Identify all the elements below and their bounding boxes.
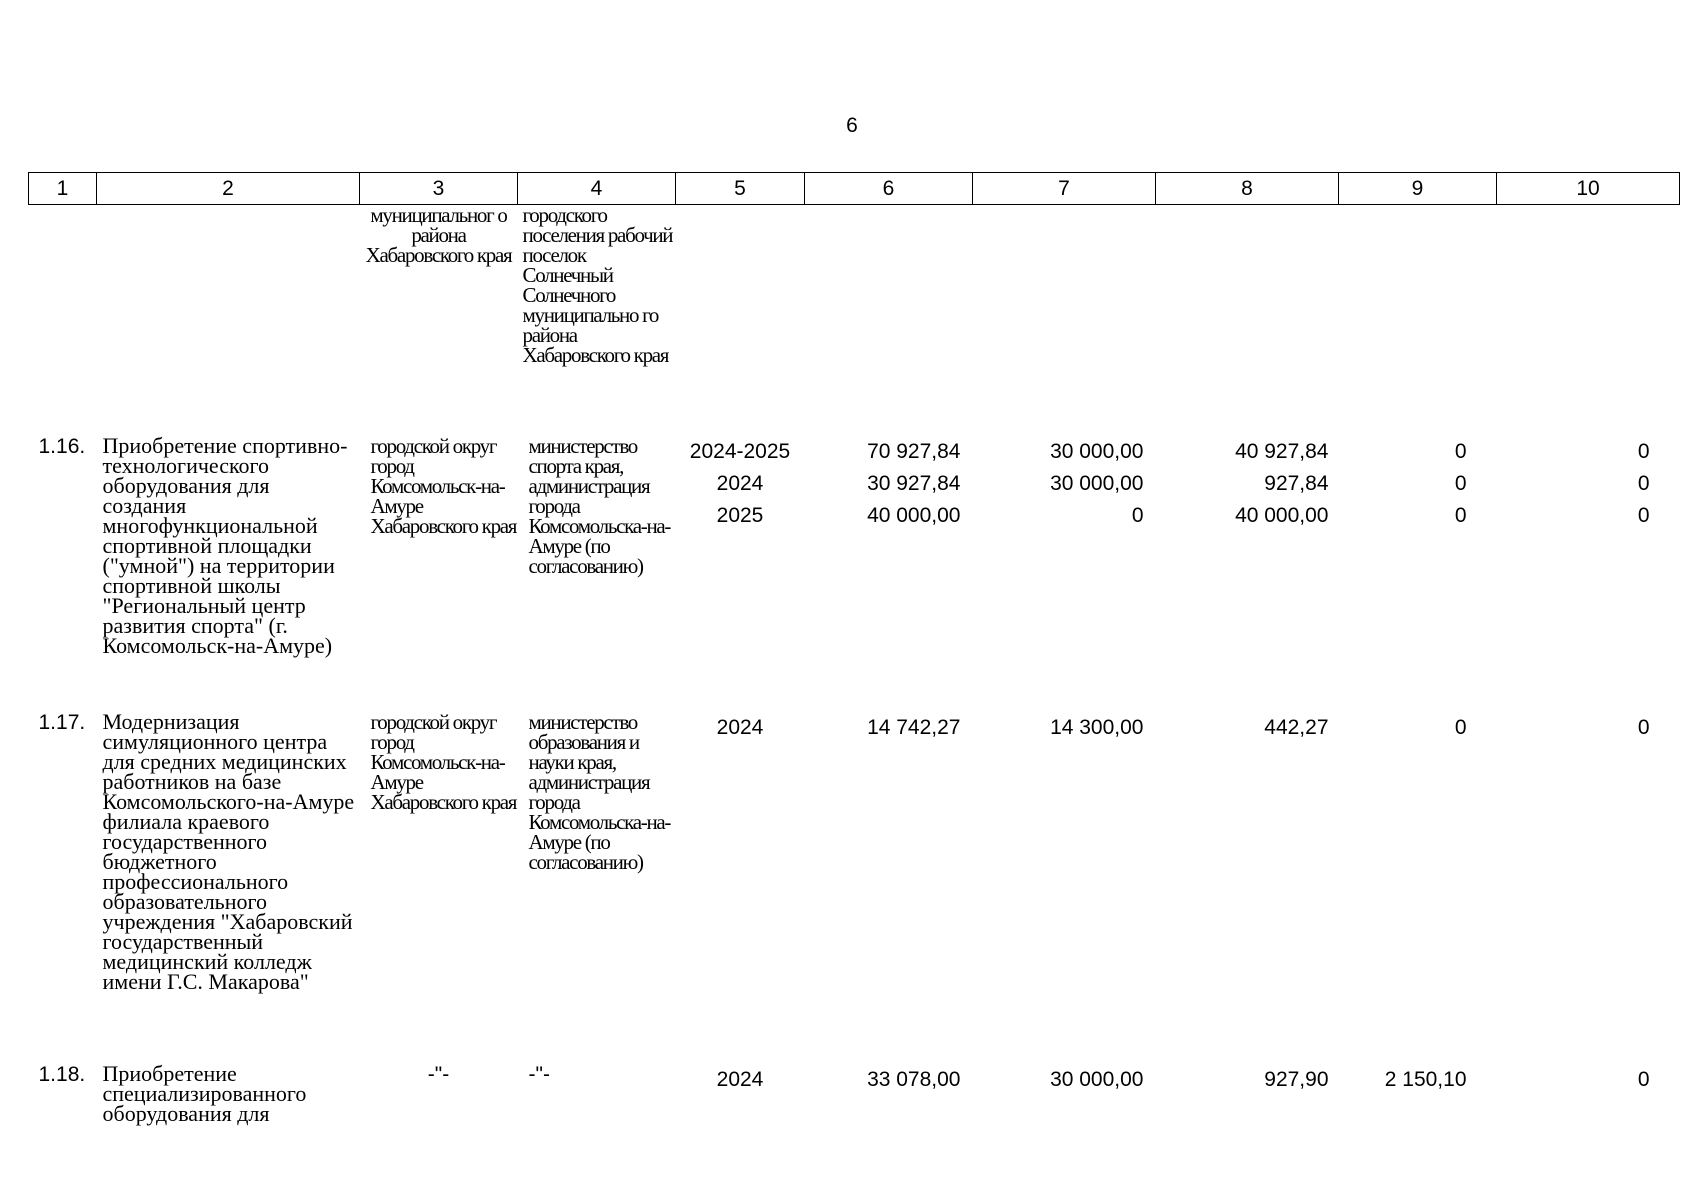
table-row [29, 712, 1680, 1064]
column-number-6: 6 [805, 173, 973, 205]
col8-cell [1156, 1064, 1339, 1124]
item-number: 1.18. [38, 1063, 86, 1086]
col8-value: 40 927,84 [1235, 440, 1329, 463]
col7-value: 30 000,00 [1050, 440, 1144, 463]
col9-value: 0 [1454, 716, 1467, 739]
col7-cell [973, 436, 1156, 712]
item-number: 1.17. [38, 711, 86, 734]
total-value: 30 927,84 [867, 472, 961, 495]
col10-cell [1497, 712, 1680, 1064]
col10-value: 0 [1637, 440, 1650, 463]
col10-cell [1497, 1064, 1680, 1124]
table-row [29, 1064, 1680, 1124]
col10-cell [1497, 436, 1680, 712]
executor-cell: министерство спорта края, администрация города Комсомольска-на-Амуре (по согласованию) [528, 434, 671, 578]
table-row [29, 436, 1680, 712]
column-number-9: 9 [1339, 173, 1497, 205]
col7-value: 30 000,00 [1050, 1068, 1144, 1091]
executor-cell: -"- [528, 1063, 550, 1086]
period-value: 2024 [716, 472, 764, 495]
location-cell: -"- [427, 1063, 450, 1086]
col9-cell [1339, 436, 1497, 712]
col10-value: 0 [1637, 716, 1650, 739]
period-value: 2024 [716, 716, 764, 739]
col10-value: 0 [1637, 504, 1650, 527]
column-number-2: 2 [97, 173, 360, 205]
item-name: Модернизация симуляционного центра для средних медицинских работников на базе Комсомольского-на-Амуре филиала краевого государственного бюджетного профессионального образовательного учреждения "Хабаровский государственный медицинский колледж имени Г.С. Макарова" [102, 709, 355, 994]
page-number: 6 [846, 114, 858, 137]
executor-cell: городского поселения рабочий поселок Солнечный Солнечного муниципально го района Хабаровского края [522, 203, 673, 367]
period-value: 2024 [716, 1068, 764, 1091]
column-number-3: 3 [360, 173, 518, 205]
col8-value: 927,84 [1264, 472, 1329, 495]
total-value: 40 000,00 [867, 504, 961, 527]
period-cell [676, 436, 805, 712]
col9-value: 0 [1454, 472, 1467, 495]
col7-value: 14 300,00 [1050, 716, 1144, 739]
period-cell [676, 712, 805, 1064]
period-value: 2025 [716, 504, 764, 527]
executor-cell: министерство образования и науки края, администрация города Комсомольска-на-Амуре (по согласованию) [528, 710, 671, 874]
item-number: 1.16. [38, 435, 86, 458]
col7-cell [973, 712, 1156, 1064]
location-cell: муниципальног о района Хабаровского края [365, 203, 512, 267]
col8-cell [1156, 712, 1339, 1064]
col8-cell [1156, 436, 1339, 712]
col7-cell [973, 1064, 1156, 1124]
total-value: 33 078,00 [867, 1068, 961, 1091]
location-cell: городской округ город Комсомольск-на-Амуре Хабаровского края [370, 710, 517, 814]
column-number-1: 1 [29, 173, 97, 205]
col8-value: 927,90 [1264, 1068, 1329, 1091]
period-cell [676, 1064, 805, 1124]
col9-value: 0 [1454, 504, 1467, 527]
program-table [28, 172, 1680, 1124]
col10-value: 0 [1637, 1068, 1650, 1091]
table-row-continuation [29, 205, 1680, 437]
item-name: Приобретение специализированного оборудования для [102, 1061, 307, 1126]
total-cell [805, 712, 973, 1064]
column-number-10: 10 [1497, 173, 1680, 205]
col9-cell [1339, 1064, 1497, 1124]
total-cell [805, 436, 973, 712]
col10-value: 0 [1637, 472, 1650, 495]
item-name: Приобретение спортивно-технологического оборудования для создания многофункциональной спортивной площадки ("умной") на территории спортивной школы "Региональный центр развития спорта" (г. Комсомольск-на-Амуре) [102, 433, 348, 658]
column-numbers-row [29, 173, 1680, 205]
column-number-7: 7 [973, 173, 1156, 205]
column-number-8: 8 [1156, 173, 1339, 205]
period-value: 2024-2025 [689, 440, 791, 463]
col8-value: 442,27 [1264, 716, 1329, 739]
total-value: 70 927,84 [867, 440, 961, 463]
total-cell [805, 1064, 973, 1124]
total-value: 14 742,27 [867, 716, 961, 739]
column-number-4: 4 [518, 173, 676, 205]
col8-value: 40 000,00 [1235, 504, 1329, 527]
column-number-5: 5 [676, 173, 805, 205]
col7-value: 30 000,00 [1050, 472, 1144, 495]
location-cell: городской округ город Комсомольск-на-Амуре Хабаровского края [370, 434, 517, 538]
col9-value: 2 150,10 [1384, 1068, 1467, 1091]
col7-value: 0 [1131, 504, 1144, 527]
col9-value: 0 [1454, 440, 1467, 463]
col9-cell [1339, 712, 1497, 1064]
